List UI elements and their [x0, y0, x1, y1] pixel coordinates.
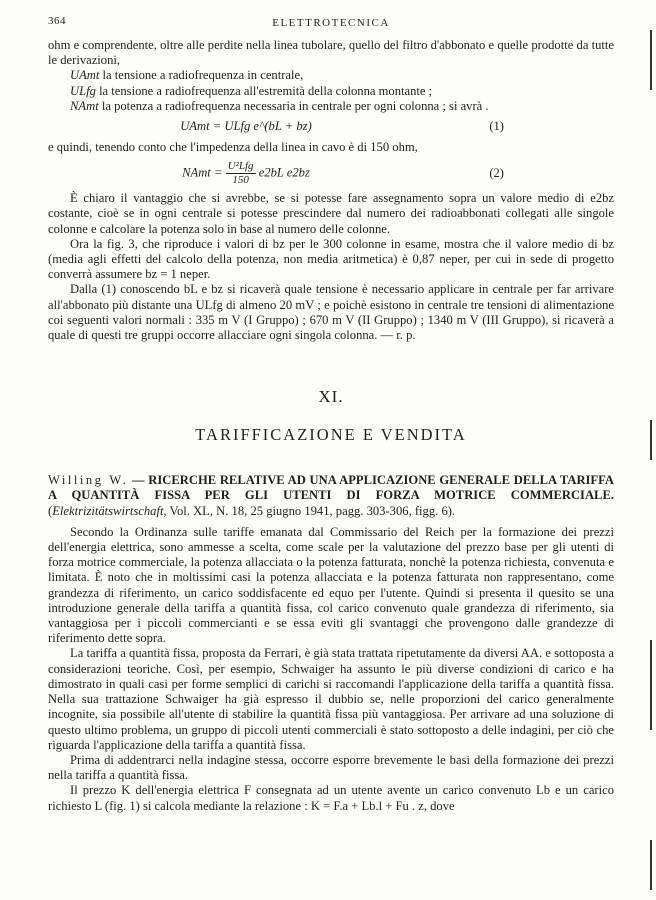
article-paragraph: Il prezzo K dell'energia elettrica F consegnata ad un utente avente un carico convenuto Lb e un carico richiesto L (fig. 1) si calcola mediante la relazione : K = F.a + Lb.l + Fu . z, dove	[48, 783, 614, 813]
definition-text: la potenza a radiofrequenza necessaria in centrale per ogni colonna ; si avrà .	[101, 98, 489, 113]
equation-1	[48, 114, 614, 140]
scan-edge-mark	[650, 30, 652, 90]
section-number: XI.	[318, 387, 344, 407]
definition-UAmt	[48, 68, 614, 83]
intro-paragraph-4: Ora la fig. 3, che riproduce i valori di bz per le 300 colonne in esame, mostra che il valore medio di bz (media agli effetti del calcolo della potenza, non media aritmetica) è 0,87 neper, per cui in sede di progetto converrà assumere bz = 1 neper.	[48, 236, 614, 282]
intro-paragraph-2: e quindi, tenendo conto che l'impedenza della linea in cavo è di 150 ohm,	[48, 140, 418, 155]
intro-paragraph-1: ohm e comprendente, oltre alle perdite nella linea tubolare, quello del filtro d'abbonato e quelle prodotte da tutte le derivazioni,	[48, 38, 614, 68]
equation-2-formula	[48, 160, 444, 187]
equation-1-number: (1)	[489, 119, 504, 134]
equation-2	[48, 155, 614, 191]
equation-2-lhs: NAmt =	[182, 165, 223, 180]
intro-paragraph-5: Dalla (1) conoscendo bL e bz si ricaverà quale tensione è necessario applicare in centrale per far arrivare all'abbonato più distante una ULfg di almeno 20 mV ; e poichè esistono in centrale tre tensioni di alimentazione coi seguenti valori normali : 335 m V (I Gruppo) ; 670 m V (II Gruppo) ; 1340 m V (III Gruppo), si ricaverà a quale di questi tre gruppi occorre allacciare ogni singola colonna. — r. p.	[48, 282, 614, 343]
section-title: TARIFFICAZIONE E VENDITA	[195, 425, 467, 445]
page	[48, 14, 614, 814]
article-paragraph: Secondo la Ordinanza sulle tariffe emanata dal Commissario del Reich per la formazione dei prezzi dell'energia elettrica, sono ammesse a scelta, come scale per la valutazione del prezzo base per gli utenti di forza motrice commerciale, la potenza allacciata o la potenza fatturata, nonchè la potenza richiesta, convenuta e limitata. È noto che in moltissimi casi la potenza allacciata e la potenza fatturata non rappresentano, come grandezza di riferimento, un carico soddisfacente ed equo per l'utente. Quindi si presenta il quesito se una introduzione generale della tariffa a quantità fissa, col carico convenuto quale grandezza di riferimento, sia vantaggiosa per i piccoli commercianti e se essa eviti gli svantaggi che provengono dalle grandezze di riferimento dette sopra.	[48, 524, 614, 646]
symbol: ULfg	[70, 83, 96, 98]
article-paragraph: La tariffa a quantità fissa, proposta da Ferrari, è già stata trattata ripetutamente da diversi AA. e sottoposta a considerazioni teoriche. Così, per esempio, Schwaiger ha assunto le più diverse condizioni di carico e ha dimostrato in quali casi per forme semplici di carichi si raccomandi l'applicazione della tariffa a quantità fissa. Nella sua trattazione Schwaiger ha già espresso il dubbio se, nelle proporzioni del carico generalmente incognite, sia possibile all'utente di stabilire la quantità fissa più vantaggiosa. Per arrivare ad una soluzione di questo ultimo problema, un gruppo di piccoli utenti commerciali è stato sottoposto a delle indagini, per ciò che riguarda l'applicazione della tariffa a quantità fissa.	[48, 646, 614, 752]
source-journal: Elektrizitätswirtschaft	[52, 503, 164, 518]
article-source: (Elektrizitätswirtschaft, Vol. XL, N. 18, 25 giugno 1941, pagg. 303-306, figg. 6).	[48, 503, 456, 518]
intro-paragraph-3: È chiaro il vantaggio che si avrebbe, se si potesse fare assegnamento sopra un valore medio di e2bz costante, cioè se in ogni centrale si potesse prescindere dal numero dei radioabbonati collegati alle singole colonne e calcolare la potenza solo in base al numero delle colonne.	[48, 191, 614, 236]
running-title: ELETTROTECNICA	[272, 17, 390, 29]
article-heading	[48, 473, 614, 519]
equation-2-number: (2)	[489, 165, 504, 180]
symbol: UAmt	[70, 68, 100, 83]
scan-edge-mark	[650, 420, 652, 460]
symbol: NAmt	[70, 98, 99, 113]
equation-1-formula: UAmt = ULfg e^(bL + bz)	[180, 119, 312, 134]
page-header	[48, 14, 614, 38]
definition-text: la tensione a radiofrequenza all'estremità della colonna montante ;	[99, 83, 433, 98]
page-number: 364	[48, 15, 66, 27]
article-paragraph: Prima di addentrarci nella indagine stessa, occorre esporre brevemente le basi della formazione dei prezzi nella tariffa a quantità fissa.	[48, 752, 614, 783]
article-title: — RICERCHE RELATIVE AD UNA APPLICAZIONE GENERALE DELLA TARIFFA A QUANTITÀ FISSA PER GLI UTENTI DI FORZA MOTRICE COMMERCIALE.	[48, 473, 614, 503]
fraction-denominator: 150	[232, 173, 249, 186]
definition-text: la tensione a radiofrequenza in centrale,	[102, 68, 304, 83]
article-author: Willing W.	[48, 473, 129, 488]
definition-ULfg	[48, 84, 614, 99]
source-details: , Vol. XL, N. 18, 25 giugno 1941, pagg. 303-306, figg. 6).	[163, 503, 456, 518]
definition-NAmt	[48, 99, 614, 114]
equation-2-fraction	[226, 160, 256, 187]
scan-edge-mark	[650, 840, 652, 890]
equation-2-rhs: e2bL e2bz	[258, 165, 310, 180]
fraction-numerator: U²Lfg	[227, 159, 254, 172]
scan-edge-mark	[650, 640, 652, 730]
